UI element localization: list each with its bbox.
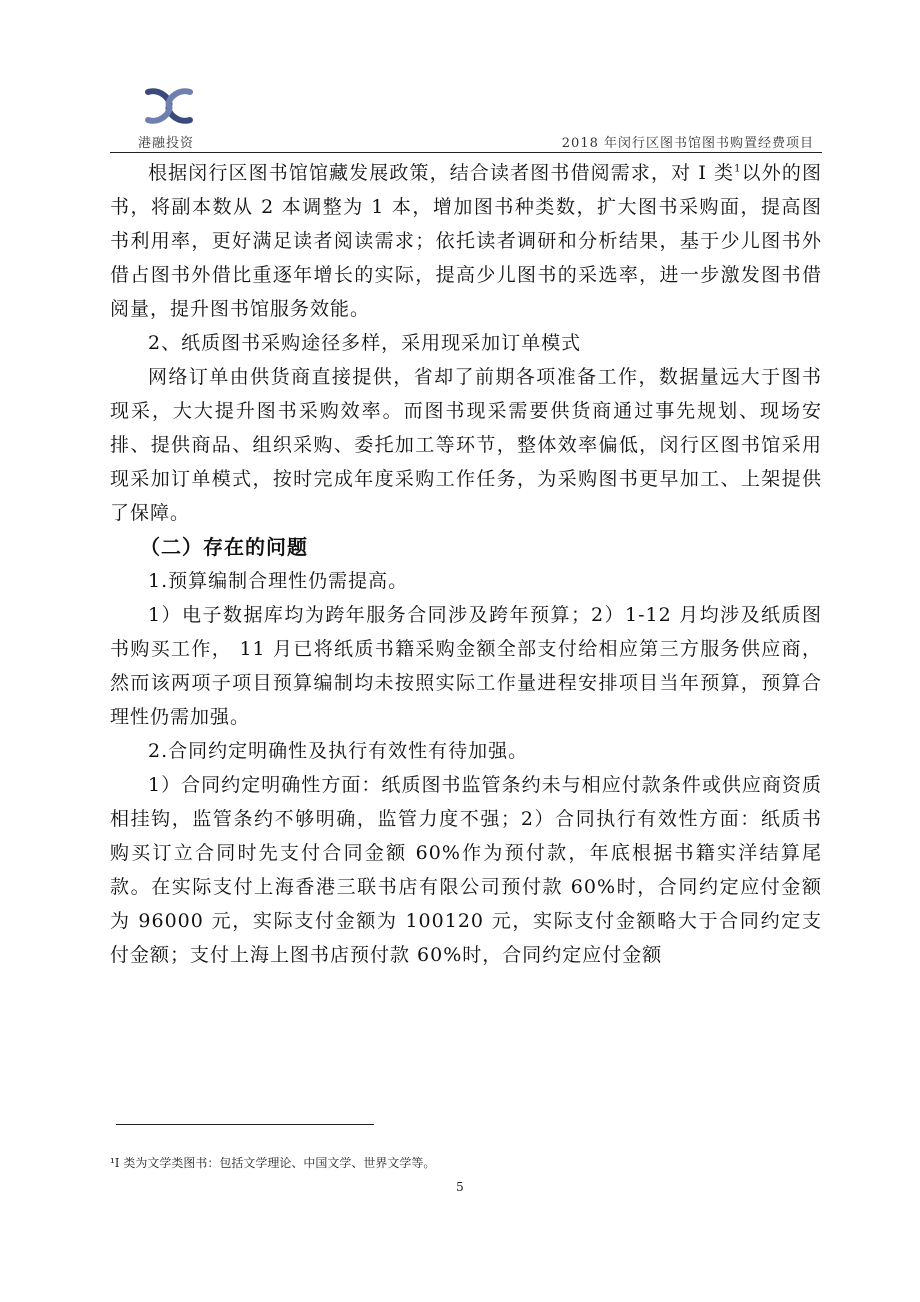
paragraph: 1）电子数据库均为跨年服务合同涉及跨年预算；2）1-12 月均涉及纸质图书购买工作， 11 月已将纸质书籍采购金额全部支付给相应第三方服务供应商，然而该两项子项目预算编制均未按照实际工作量进程安排项目当年预算，预算合理性仍需加强。 [110, 604, 822, 728]
header-divider [110, 152, 822, 153]
paragraph: 网络订单由供货商直接提供，省却了前期各项准备工作，数据量远大于图书现采，大大提升图书采购效率。而图书现采需要供货商通过事先规划、现场安排、提供商品、组织采购、委托加工等环节，整体效率偏低，闵行区图书馆采用现采加订单模式，按时完成年度采购工作任务，为采购图书更早加工、上架提供了保障。 [110, 366, 822, 524]
paragraph: 1）合同约定明确性方面：纸质图书监管条约未与相应付款条件或供应商资质相挂钩，监管条约不够明确，监管力度不强；2）合同执行有效性方面：纸质书购买订立合同时先支付合同金额 60%作为预付款，年底根据书籍实洋结算尾款。在实际支付上海香港三联书店有限公司预付款 60%时，合同约定应付金额为 96000 元，实际支付金额为 100120 元，实际支付金额略大于合同约定支付金额；支付上海上图书店预付款 60%时，合同约定应付金额 [110, 774, 822, 966]
section-heading: （二）存在的问题 [140, 535, 308, 559]
document-body [110, 156, 822, 972]
logo-text: 港融投资 [138, 136, 195, 151]
page-header [110, 80, 822, 154]
header-title: 2018 年闵行区图书馆图书购置经费项目 [561, 136, 814, 151]
paragraph: 根据闵行区图书馆馆藏发展政策，结合读者图书借阅需求，对 I 类$^1$以外的图书，将副本数从 2 本调整为 1 本，增加图书种类数，扩大图书采购面，提高图书利用率，更好满足读者阅读需求；依托读者调研和分析结果，基于少儿图书外借占图书外借比重逐年增长的实际，提高少儿图书的采选率，进一步激发图书借阅量，提升图书馆服务效能。 [110, 162, 822, 320]
paragraph: 1.预算编制合理性仍需提高。 [148, 570, 409, 592]
footnote-ref: 1 [734, 163, 742, 175]
company-logo-icon [142, 86, 196, 126]
paragraph: 2.合同约定明确性及执行有效性有待加强。 [148, 740, 529, 762]
paragraph: 2、纸质图书采购途径多样，采用现采加订单模式 [148, 332, 582, 354]
page-number: 5 [456, 1180, 464, 1194]
footnote-divider [116, 1124, 374, 1125]
footnote: ¹I 类为文学类图书：包括文学理论、中国文学、世界文学等。 [110, 1156, 436, 1170]
